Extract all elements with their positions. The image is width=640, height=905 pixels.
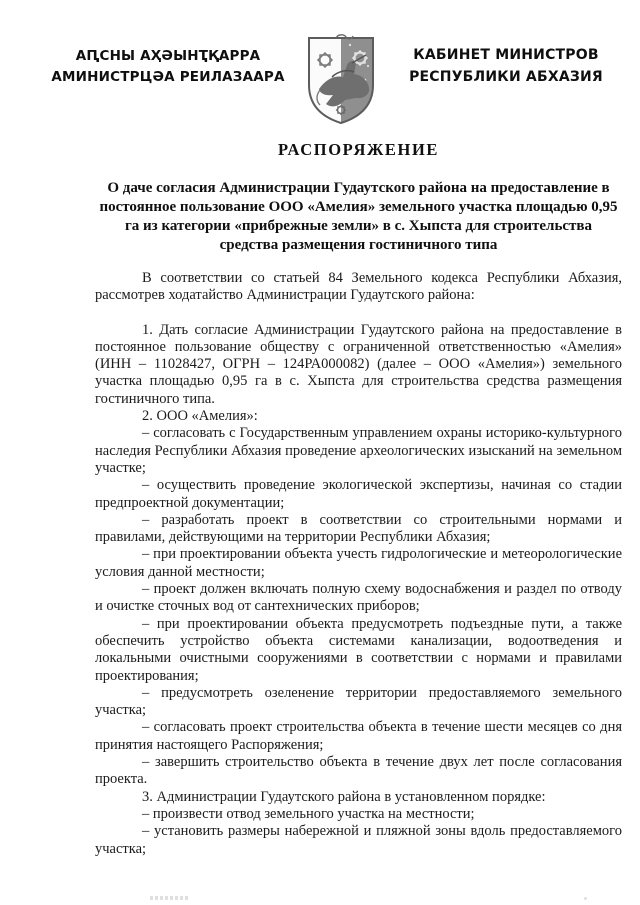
- scan-artifact: [150, 896, 190, 900]
- issuer-name-abkhaz: [44, 33, 292, 88]
- document-content: [95, 140, 622, 858]
- body-paragraph: – разработать проект в соответствии со строительными нормами и правилами, действующими на территории Республики Абхазия;: [95, 511, 622, 546]
- body-paragraph: – произвести отвод земельного участка на местности;: [142, 805, 475, 822]
- body-paragraph: – осуществить проведение экологической экспертизы, начиная со стадии предпроектной документации;: [95, 477, 622, 511]
- doc-body: [95, 270, 622, 858]
- body-paragraph: – предусмотреть озеленение территории предоставляемого земельного участка;: [95, 684, 622, 719]
- issuer-abkhaz-line2: АМИНИСТРЦӘА РЕИЛАЗААРА: [51, 68, 285, 85]
- body-paragraph: – при проектировании объекта учесть гидрологические и метеорологические условия данной местности;: [95, 546, 622, 580]
- doc-type-heading: РАСПОРЯЖЕНИЕ: [277, 140, 439, 159]
- body-paragraph: – при проектировании объекта предусмотреть подъездные пути, а также обеспечить устройство объекта системами канализации, водоотведения и локальными очистными сооружениями в соответствии с нормами и правилами проектирования;: [95, 615, 622, 684]
- issuer-russian-line2: РЕСПУБЛИКИ АБХАЗИЯ: [409, 69, 603, 86]
- abkhazia-coat-of-arms-icon: [302, 33, 380, 127]
- issuer-russian-line1: КАБИНЕТ МИНИСТРОВ: [413, 47, 599, 63]
- body-paragraph: 1. Дать согласие Администрации Гудаутского района на предоставление в постоянное пользование обществу с ограниченной ответственностью «Амелия» (ИНН – 11028427, ОГРН – 124РА000082) (далее – ООО «Амелия») земельного участка площадью 0,95 га в с. Хыпста для строительства средства размещения гостиничного типа.: [95, 321, 622, 407]
- body-paragraph: – согласовать с Государственным управлением охраны историко-культурного наследия Республики Абхазия проведение археологических изысканий на земельном участке;: [95, 425, 622, 476]
- body-paragraph: 2. ООО «Амелия»:: [142, 408, 258, 425]
- body-paragraph: В соответствии со статьей 84 Земельного кодекса Республики Абхазия, рассмотрев ходатайство Администрации Гудаутского района:: [95, 270, 622, 304]
- body-paragraph: – завершить строительство объекта в течение двух лет после согласования проекта.: [95, 754, 622, 788]
- body-paragraph: – установить размеры набережной и пляжной зоны вдоль предоставляемого участка;: [95, 823, 622, 857]
- scan-speck: [584, 897, 587, 900]
- issuer-name-russian: [386, 33, 626, 89]
- body-paragraph: – проект должен включать полную схему водоснабжения и раздел по отводу и очистке сточных вод от сантехнических приборов;: [95, 581, 622, 615]
- body-paragraph: 3. Администрации Гудаутского района в установленном порядке:: [142, 788, 546, 805]
- body-paragraph: – согласовать проект строительства объекта в течение шести месяцев со дня принятия настоящего Распоряжения;: [95, 719, 622, 753]
- doc-title: О даче согласия Администрации Гудаутского района на предоставление в постоянное пользование ООО «Амелия» земельного участка площадью 0,95 га из категории «прибрежные земли» в с. Хыпста для строительства средства размещения гостиничного типа: [99, 180, 618, 253]
- letterhead: [0, 0, 640, 127]
- issuer-abkhaz-line1: АԤСНЫ АҲӘЫНҬҚАРРА: [75, 48, 261, 64]
